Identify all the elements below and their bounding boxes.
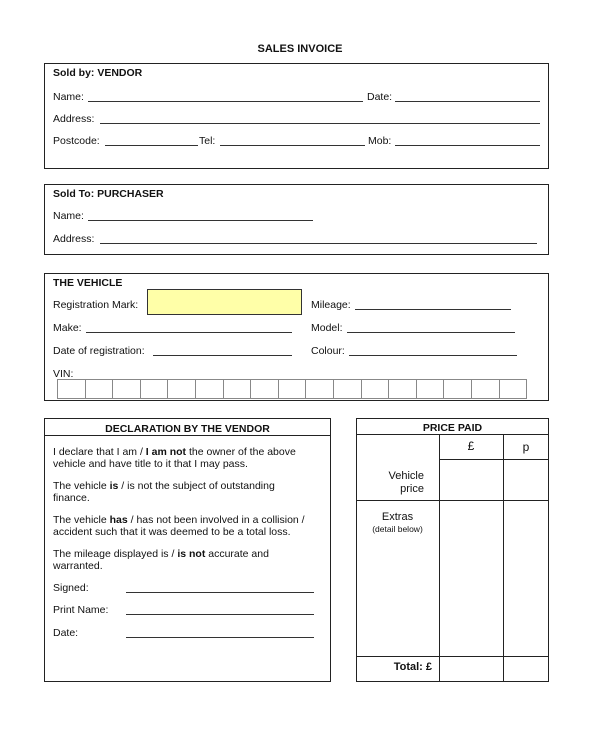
owner-statement: I declare that I am / I am not the owner of the above vehicle and have title to it that I may pass. [53,446,296,470]
date-registration-field[interactable] [153,346,292,356]
vin-character-box[interactable] [279,380,307,398]
registration-label: Registration Mark: [53,299,139,311]
vin-character-box[interactable] [500,380,527,398]
vendor-address-field[interactable] [100,114,540,124]
purchaser-name-label: Name: [53,210,84,222]
vin-character-box[interactable] [417,380,445,398]
colour-field[interactable] [349,346,517,356]
vin-character-box[interactable] [168,380,196,398]
vendor-name-label: Name: [53,91,84,103]
extras-label: Extras [381,511,414,523]
vin-character-box[interactable] [58,380,86,398]
vin-character-box[interactable] [251,380,279,398]
print-name-field[interactable] [126,605,314,615]
vehicle-heading: THE VEHICLE [53,277,123,289]
extras-pence-cell[interactable] [504,501,548,656]
vin-label: VIN: [53,368,74,380]
page-title: SALES INVOICE [257,43,343,55]
vehicle-price-pence-cell[interactable] [504,460,548,500]
vendor-date-field[interactable] [395,92,540,102]
purchaser-name-field[interactable] [88,211,313,221]
vin-character-box[interactable] [362,380,390,398]
print-name-label: Print Name: [53,604,109,616]
vin-character-box[interactable] [86,380,114,398]
declaration-date-label: Date: [53,627,79,639]
extras-pounds-cell[interactable] [440,501,502,656]
vin-character-box[interactable] [334,380,362,398]
registration-mark-input[interactable] [147,289,302,315]
make-field[interactable] [86,323,292,333]
vendor-tel-label: Tel: [199,135,216,147]
mileage-field[interactable] [355,300,511,310]
pence-column-header: p [522,440,530,454]
vin-character-box[interactable] [444,380,472,398]
vendor-postcode-field[interactable] [105,136,198,146]
purchaser-heading: Sold To: PURCHASER [53,188,164,200]
purchaser-address-label: Address: [53,233,95,245]
purchaser-address-field[interactable] [100,234,537,244]
model-field[interactable] [347,323,515,333]
mileage-statement: The mileage displayed is / is not accurate and warranted. [53,548,269,572]
vin-character-box[interactable] [389,380,417,398]
vendor-name-field[interactable] [88,92,363,102]
mileage-label: Mileage: [311,299,351,311]
colour-label: Colour: [311,345,345,357]
vendor-date-label: Date: [367,91,393,103]
vin-character-box[interactable] [196,380,224,398]
vehicle-price-label: Vehicle price [388,470,424,495]
vin-character-box[interactable] [113,380,141,398]
vendor-address-label: Address: [53,113,95,125]
vehicle-price-pounds-cell[interactable] [440,460,502,500]
total-pence-cell[interactable] [504,657,548,681]
pounds-column-header: £ [467,439,475,453]
vendor-postcode-label: Postcode: [53,135,100,147]
date-registration-label: Date of registration: [53,345,145,357]
signed-field[interactable] [126,583,314,593]
total-pounds-cell[interactable] [440,657,502,681]
collision-statement: The vehicle has / has not been involved in a collision / accident such that it was deemed to be a total loss. [53,514,305,538]
vin-character-box[interactable] [306,380,334,398]
vendor-heading: Sold by: VENDOR [53,67,143,79]
divider [44,435,331,436]
model-label: Model: [311,322,343,334]
vin-character-box[interactable] [141,380,169,398]
make-label: Make: [53,322,82,334]
vin-character-box[interactable] [472,380,500,398]
extras-note: (detail below) [372,524,423,534]
price-heading: PRICE PAID [422,422,483,434]
finance-statement: The vehicle is / is not the subject of outstanding finance. [53,480,275,504]
vendor-mob-label: Mob: [368,135,392,147]
vendor-tel-field[interactable] [220,136,365,146]
vin-input-boxes[interactable] [57,379,527,399]
total-label: Total: £ [393,661,432,673]
declaration-heading: DECLARATION BY THE VENDOR [105,423,270,435]
signed-label: Signed: [53,582,89,594]
declaration-date-field[interactable] [126,628,314,638]
vendor-mob-field[interactable] [395,136,540,146]
vin-character-box[interactable] [224,380,252,398]
